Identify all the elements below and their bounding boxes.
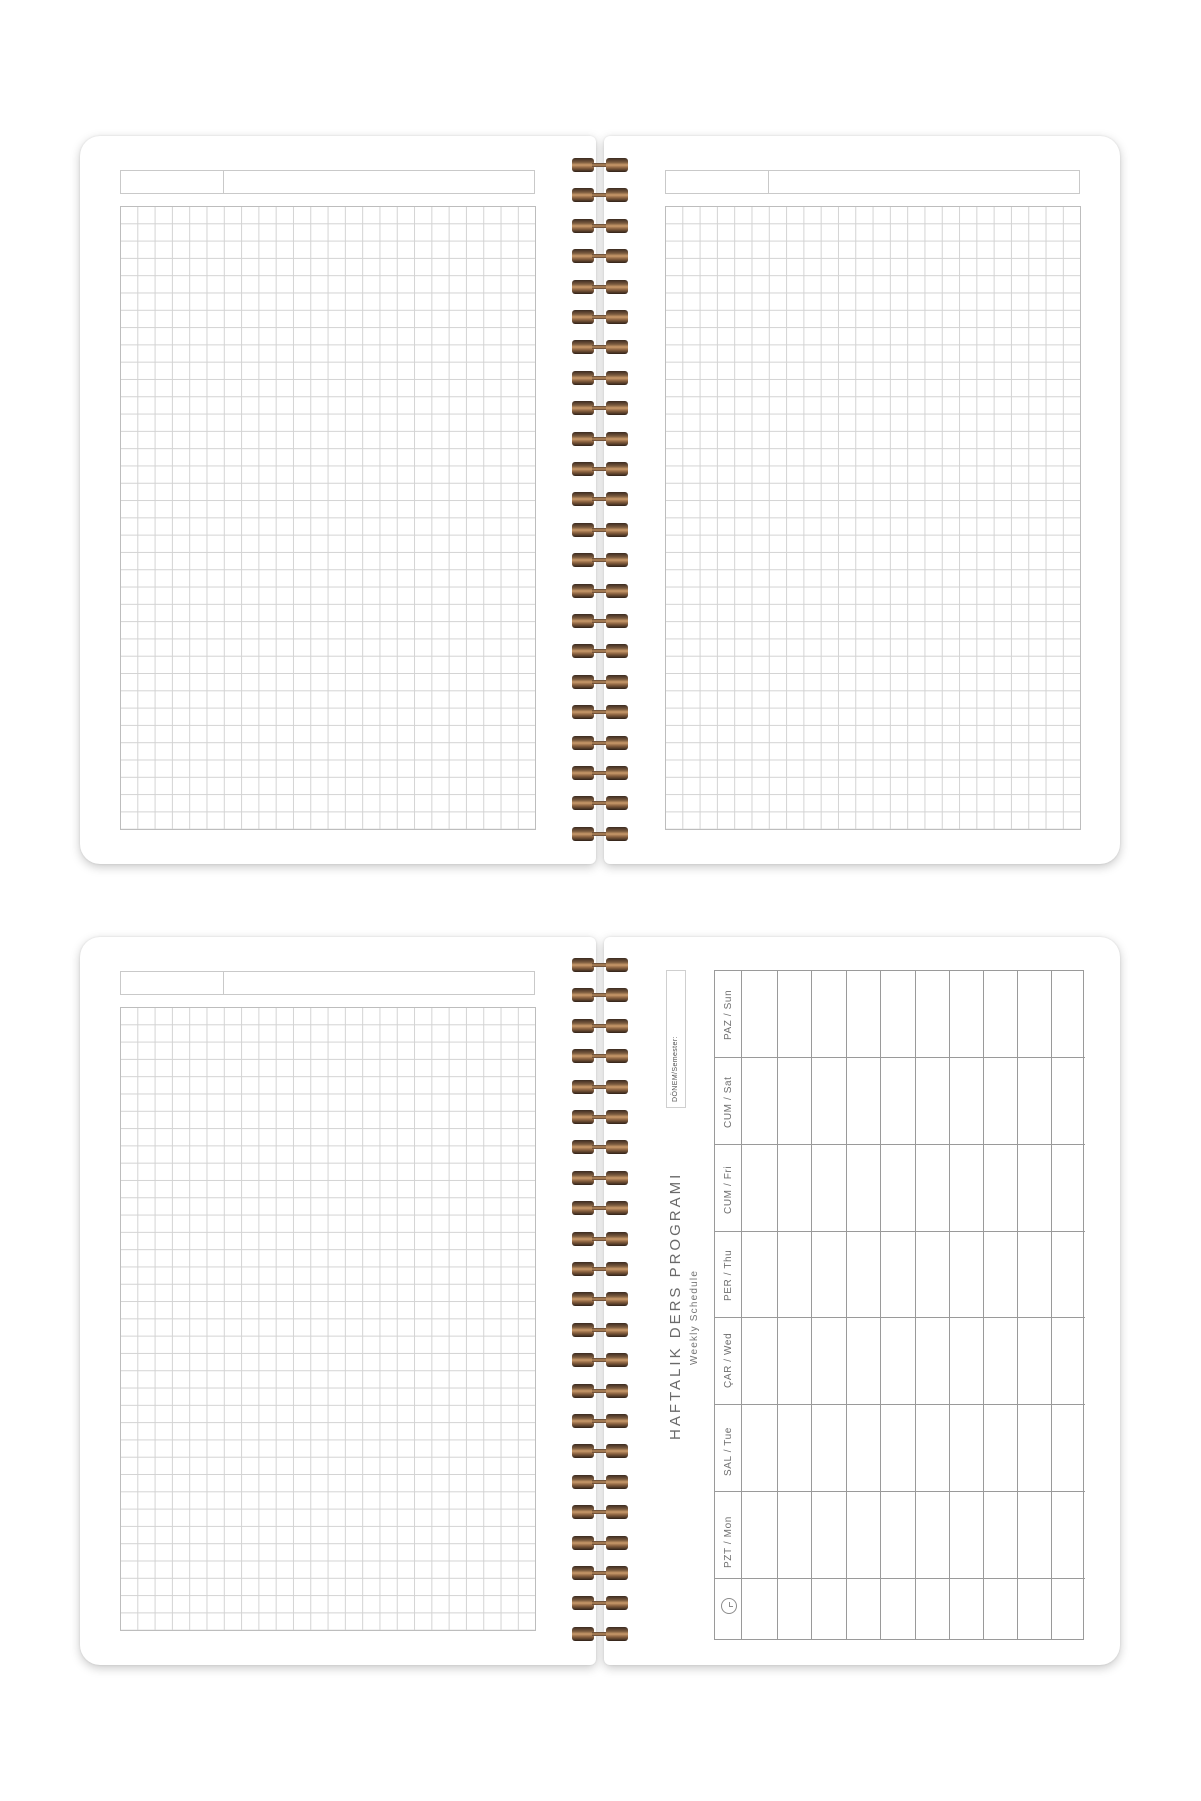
spiral-ring [570,1110,630,1124]
spiral-ring [570,1475,630,1489]
day-label-wed: ÇAR / Wed [723,1332,734,1388]
spiral-ring [570,958,630,972]
spiral-ring [570,1414,630,1428]
spiral-ring [570,766,630,780]
spiral-ring [570,523,630,537]
spiral-ring [570,1232,630,1246]
day-row [715,1491,1085,1492]
spiral-ring [570,1049,630,1063]
spiral-ring [570,249,630,263]
graph-paper-grid [120,1007,536,1631]
spiral-ring [570,705,630,719]
spiral-ring [570,371,630,385]
clock-icon [721,1598,737,1614]
top-right-page [604,136,1120,864]
spiral-ring [570,188,630,202]
day-row [715,1404,1085,1405]
spiral-ring [570,340,630,354]
spiral-ring [570,1292,630,1306]
spiral-ring [570,1140,630,1154]
spiral-ring [570,1080,630,1094]
spiral-ring [570,310,630,324]
schedule-title: HAFTALIK DERS PROGRAMI [667,1171,684,1440]
spiral-ring [570,584,630,598]
bottom-left-page [80,937,596,1665]
page-header-box [665,170,1080,194]
spiral-ring [570,1019,630,1033]
day-label-sat: CUM / Sat [723,1076,734,1128]
spiral-ring [570,1171,630,1185]
spiral-ring [570,1323,630,1337]
spiral-ring [570,432,630,446]
spiral-binding [570,158,630,838]
graph-paper-grid [665,206,1081,830]
spiral-ring [570,280,630,294]
graph-paper-grid [120,206,536,830]
page-header-box [120,971,535,995]
semester-label: DÖNEM/Semester: [672,1036,679,1102]
spiral-ring [570,1566,630,1580]
spiral-ring [570,827,630,841]
day-row [715,1144,1085,1145]
day-row [715,1057,1085,1058]
spiral-ring [570,614,630,628]
spiral-ring [570,553,630,567]
day-label-thu: PER / Thu [723,1249,734,1301]
spiral-ring [570,219,630,233]
top-left-page [80,136,596,864]
page-header-box [120,170,535,194]
spiral-ring [570,1201,630,1215]
schedule-subtitle: Weekly Schedule [689,1269,700,1365]
spiral-ring [570,1505,630,1519]
spiral-ring [570,1384,630,1398]
spiral-ring [570,1627,630,1641]
spiral-ring [570,1444,630,1458]
day-label-sun: PAZ / Sun [723,989,734,1040]
spiral-ring [570,675,630,689]
spiral-ring [570,736,630,750]
day-label-fri: CUM / Fri [723,1165,734,1214]
spiral-ring [570,1536,630,1550]
spiral-ring [570,492,630,506]
day-label-tue: SAL / Tue [723,1427,734,1476]
spiral-ring [570,988,630,1002]
spiral-ring [570,1596,630,1610]
spiral-ring [570,158,630,172]
spiral-ring [570,462,630,476]
spiral-ring [570,401,630,415]
spiral-ring [570,796,630,810]
spiral-ring [570,1262,630,1276]
spiral-ring [570,1353,630,1367]
spiral-ring [570,644,630,658]
day-label-mon: PZT / Mon [723,1516,734,1568]
weekly-schedule-table [714,970,1084,1640]
day-row [715,1317,1085,1318]
spiral-binding [570,958,630,1648]
day-row [715,1231,1085,1232]
day-row [715,1578,1085,1579]
